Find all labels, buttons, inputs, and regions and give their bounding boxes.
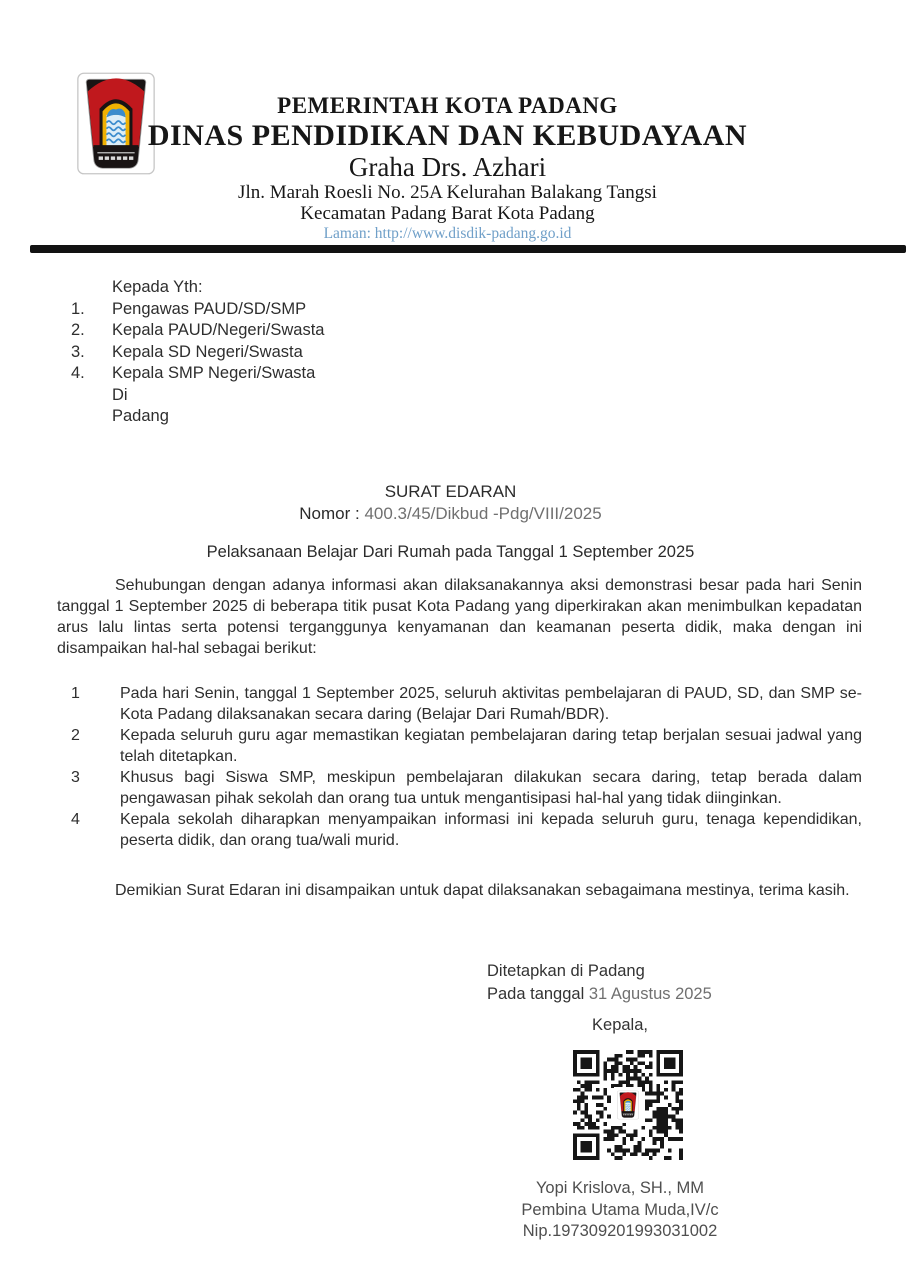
recipient-label: Kepala PAUD/Negeri/Swasta	[112, 321, 325, 339]
signature-qr-code	[573, 1050, 683, 1160]
signature-place: Ditetapkan di Padang	[487, 962, 645, 980]
recipient-number: 1.	[71, 299, 85, 318]
letter-title: SURAT EDARAN	[384, 482, 517, 501]
letterhead-text	[120, 93, 775, 244]
recipient-label: Kepala SMP Negeri/Swasta	[112, 364, 316, 382]
recipient-item	[57, 320, 324, 342]
signer-nip: Nip.197309201993031002	[522, 1222, 718, 1240]
recipient-item	[57, 299, 324, 321]
signature-date-line	[487, 983, 712, 1006]
point-item	[57, 809, 862, 851]
address-line-1: Jln. Marah Roesli No. 25A Kelurahan Balakang Tangsi	[238, 182, 657, 203]
recipient-block	[57, 277, 324, 428]
signature-identity	[498, 1178, 742, 1243]
recipient-location: Padang	[112, 407, 169, 425]
signer-name: Yopi Krislova, SH., MM	[535, 1179, 705, 1197]
point-text: Kepala sekolah diharapkan menyampaikan informasi ini kepada seluruh guru, tenaga kependidikan, peserta didik, dan orang tua/wali murid.	[120, 811, 862, 849]
agency-name: DINAS PENDIDIKAN DAN KEBUDAYAAN	[147, 119, 748, 152]
recipient-item	[57, 342, 324, 364]
closing-paragraph: Demikian Surat Edaran ini disampaikan untuk dapat dilaksanakan sebagaimana mestinya, terima kasih.	[115, 882, 850, 899]
signature-date-value: 31 Agustus 2025	[588, 985, 712, 1003]
point-item	[57, 767, 862, 809]
point-number: 1	[71, 685, 80, 702]
salutation: Kepada Yth:	[112, 278, 203, 296]
signature-date-label: Pada tanggal	[487, 985, 589, 1003]
point-number: 3	[71, 769, 80, 786]
address-line-2: Kecamatan Padang Barat Kota Padang	[300, 202, 595, 224]
point-item	[57, 725, 862, 767]
point-text: Pada hari Senin, tanggal 1 September 2025, seluruh aktivitas pembelajaran di PAUD, SD, dan SMP se-Kota Padang dilaksanakan secara daring (Belajar Dari Rumah/BDR).	[120, 685, 862, 723]
letter-subject: Pelaksanaan Belajar Dari Rumah pada Tanggal 1 September 2025	[206, 543, 695, 561]
recipient-label: Pengawas PAUD/SD/SMP	[112, 299, 307, 318]
letter-number-value: 400.3/45/Dikbud -Pdg/VIII/2025	[364, 504, 602, 523]
signer-rank: Pembina Utama Muda,IV/c	[521, 1200, 719, 1219]
recipient-number: 4.	[71, 364, 85, 382]
point-number: 4	[71, 811, 80, 828]
building-name: Graha Drs. Azhari	[348, 152, 547, 182]
points-list	[57, 683, 862, 851]
letter-title-block	[0, 481, 901, 563]
letter-number-line	[0, 503, 901, 525]
opening-paragraph: Sehubungan dengan adanya informasi akan dilaksanakannya aksi demonstrasi besar pada hari Senin tanggal 1 September 2025 di beberapa titik pusat Kota Padang yang diperkirakan akan menimbulkan kepadatan arus lalu lintas serta potensi terganggunya kenyamanan dan keamanan peserta didik, maka dengan ini disampaikan hal-hal sebagai berikut:	[57, 577, 862, 657]
recipient-label: Kepala SD Negeri/Swasta	[112, 342, 303, 361]
website-link[interactable]: Laman: http://www.disdik-padang.go.id	[323, 225, 572, 242]
point-text: Khusus bagi Siswa SMP, meskipun pembelajaran dilakukan secara daring, tetap berada dalam pengawasan pihak sekolah dan orang tua untuk mengantisipasi hal-hal yang tidak diinginkan.	[120, 769, 862, 807]
recipient-number: 2.	[71, 321, 85, 339]
signature-role: Kepala,	[592, 1016, 648, 1034]
point-number: 2	[71, 727, 80, 744]
government-name: PEMERINTAH KOTA PADANG	[277, 93, 618, 118]
point-text: Kepada seluruh guru agar memastikan kegiatan pembelajaran daring tetap berjalan sesuai jadwal yang telah ditetapkan.	[120, 727, 862, 765]
signature-place-date	[487, 960, 712, 1006]
point-item	[57, 683, 862, 725]
letterhead-divider	[30, 245, 906, 253]
letter-number-label: Nomor :	[299, 504, 365, 523]
recipient-location-prefix: Di	[112, 385, 128, 404]
recipient-item	[57, 363, 324, 385]
qr-center-emblem	[616, 1089, 640, 1121]
recipient-number: 3.	[71, 342, 85, 361]
